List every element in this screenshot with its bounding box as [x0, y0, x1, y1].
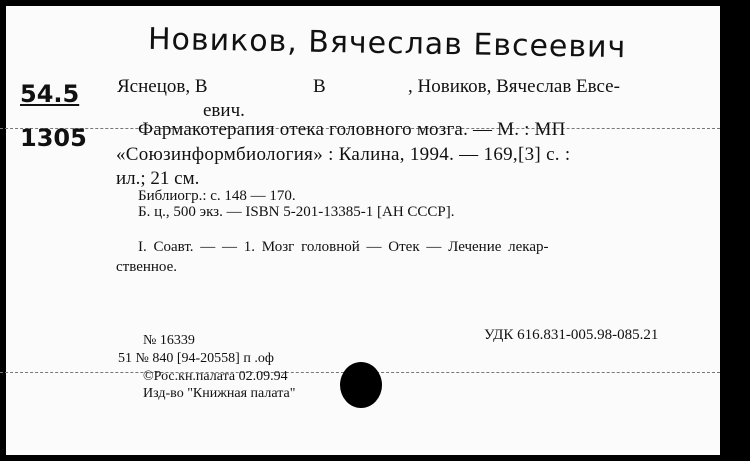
- bibliography-note: Библиогр.: с. 148 — 170.: [138, 188, 296, 204]
- scan-border-right: [720, 0, 750, 461]
- tracing-line-2: ственное.: [116, 259, 178, 275]
- copyright-line: ©Рос.кн.палата 02.09.94: [143, 369, 288, 384]
- shelf-mark-class: 54.5: [20, 80, 80, 108]
- price-isbn-note: Б. ц., 500 экз. — ISBN 5-201-13385-1 [АН СССР].: [138, 204, 455, 220]
- shelf-mark-number: 1305: [20, 124, 87, 152]
- udc-code: УДК 616.831-005.98-085.21: [484, 327, 659, 343]
- handwritten-heading: Новиков, Вячеслав Евсеевич: [147, 21, 627, 66]
- heading-author: Яснецов, В: [117, 76, 208, 97]
- heading-coauthor: , Новиков, Вячеслав Евсе-: [408, 76, 620, 97]
- title-line-1: Фармакотерапия отека головного мозга. — М. : МП: [138, 119, 566, 140]
- punch-hole: [340, 362, 382, 408]
- order-number: 51 № 840 [94-20558] п .оф: [118, 351, 274, 366]
- card-number: № 16339: [143, 333, 195, 348]
- title-line-2: «Союзинформбиология» : Калина, 1994. — 169,[3] с. :: [116, 144, 571, 165]
- scan-border-top: [0, 0, 750, 6]
- scan-border-left: [0, 0, 6, 461]
- title-line-3: ил.; 21 см.: [116, 168, 200, 189]
- heading-initial: В: [313, 76, 326, 97]
- publisher-line: Изд-во "Книжная палата": [143, 386, 296, 401]
- scan-border-bottom: [0, 455, 750, 461]
- heading-continuation: евич.: [203, 100, 245, 121]
- tracing-line-1: I. Соавт. — — 1. Мозг головной — Отек — Лечение лекар-: [138, 239, 549, 255]
